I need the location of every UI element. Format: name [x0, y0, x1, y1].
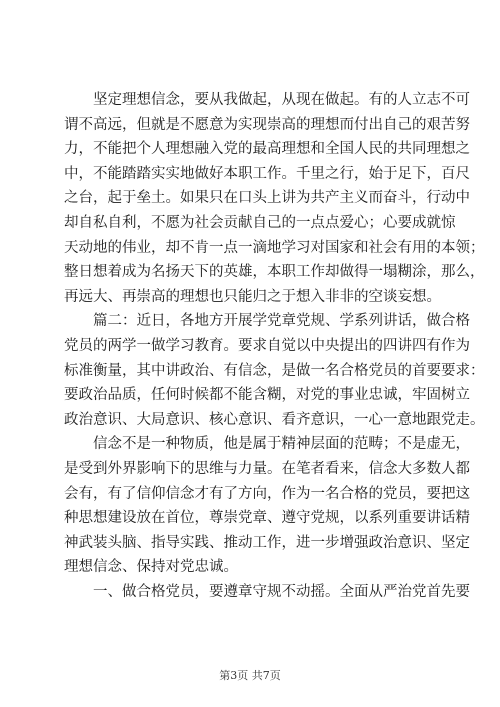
text-line: 之台，起于垒土。如果只在口头上讲为共产主义而奋斗，行动中 [64, 190, 470, 207]
document-body [64, 88, 485, 604]
text-line: 种思想建设放在首位，尊崇党章、遵守党规，以系列重要讲话精 [64, 510, 470, 527]
text-line: 是受到外界影响下的思维与力量。在笔者看来，信念大多数人都 [64, 460, 470, 477]
text-line: 政治意识、大局意识、核心意识、看齐意识，一心一意地跟党走。 [64, 411, 485, 428]
text-line: 神武装头脑、指导实践、推动工作，进一步增强政治意识、坚定 [64, 534, 470, 551]
text-line: 整日想着成为名扬天下的英雄，本职工作却做得一塌糊涂，那么， [64, 264, 485, 281]
text-line: 谓不高远，但就是不愿意为实现崇高的理想而付出自己的艰苦努 [64, 116, 470, 133]
text-line: 中，不能踏踏实实地做好本职工作。千里之行，始于足下，百尺 [64, 165, 470, 182]
text-line: 再远大、再崇高的理想也只能归之于想入非非的空谈妄想。 [64, 288, 441, 305]
page-number-footer: 第3页 共7页 [219, 669, 281, 682]
text-line: 理想信念、保持对党忠诚。 [64, 559, 238, 576]
text-line: 力，不能把个人理想融入党的最高理想和全国人民的共同理想之 [64, 141, 470, 158]
text-line: 党员的两学一做学习教育。要求自觉以中央提出的四讲四有作为 [64, 337, 470, 354]
text-line: 一、做合格党员，要遵章守规不动摇。全面从严治党首先要 [93, 583, 470, 600]
text-line: 篇二：近日，各地方开展学党章党规、学系列讲话，做合格 [93, 313, 470, 330]
text-line: 信念不是一种物质，他是属于精神层面的范畴；不是虚无， [93, 436, 470, 453]
text-line: 标准衡量，其中讲政治、有信念，是做一名合格党员的首要要求： [64, 362, 485, 379]
text-line: 会有，有了信仰信念才有了方向，作为一名合格的党员，要把这 [64, 485, 470, 502]
text-line: 却自私自利，不愿为社会贡献自己的一点点爱心；心要成就惊 [64, 214, 456, 231]
text-line: 天动地的伟业，却不肯一点一滴地学习对国家和社会有用的本领； [64, 239, 485, 256]
text-line: 坚定理想信念，要从我做起，从现在做起。有的人立志不可 [93, 92, 470, 108]
text-line: 要政治品质，任何时候都不能含糊，对党的事业忠诚，牢固树立 [64, 387, 470, 404]
